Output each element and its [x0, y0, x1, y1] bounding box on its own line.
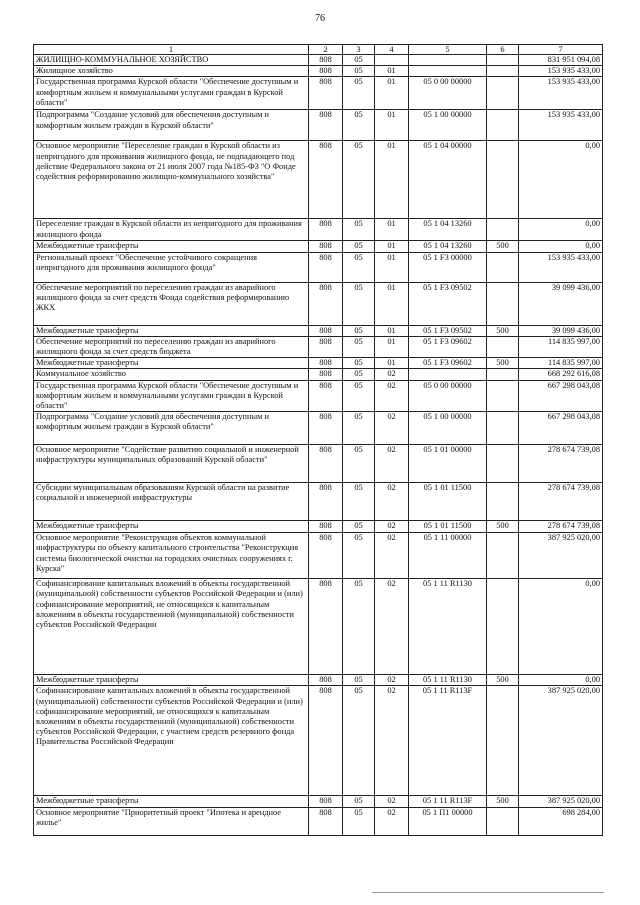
- admin-code: 808: [309, 445, 343, 483]
- table-row: [34, 110, 603, 141]
- target-article: 05 1 F3 09502: [409, 282, 487, 325]
- row-name: Подпрограмма "Создание условий для обеспечения доступным и комфортным жильем граждан в Курской области": [34, 110, 309, 141]
- amount: 698 284,00: [519, 807, 603, 835]
- row-name: Софинансирование капитальных вложений в объекты государственной (муниципальной) собственности субъектов Российской Федерации и (или) софинансирование мероприятий, не относящихся к капитальным вложениям в объекты государственной (муниципальной) собственности субъектов Российской Федерации: [34, 579, 309, 675]
- table-row: [34, 533, 603, 579]
- target-article: 05 1 F3 09602: [409, 358, 487, 369]
- target-article: 05 1 F3 09502: [409, 325, 487, 336]
- footer-rule: [372, 892, 604, 893]
- expense-type: 500: [487, 675, 519, 686]
- table-row: [34, 55, 603, 66]
- target-article: 05 1 04 13260: [409, 241, 487, 252]
- target-article: [409, 369, 487, 380]
- admin-code: 808: [309, 579, 343, 675]
- section-code: 05: [343, 141, 375, 219]
- admin-code: 808: [309, 412, 343, 445]
- section-code: 05: [343, 325, 375, 336]
- subsection-code: 02: [375, 533, 409, 579]
- row-name: Основное мероприятие "Реконструкция объектов коммунальной инфраструктуры по объекту капитального строительства "Реконструкция системы биологической очистки на городских очистных сооружениях г. Курска": [34, 533, 309, 579]
- target-article: 05 1 01 00000: [409, 445, 487, 483]
- expense-type: 500: [487, 796, 519, 807]
- admin-code: 808: [309, 807, 343, 835]
- column-number: 4: [375, 45, 409, 55]
- subsection-code: 01: [375, 282, 409, 325]
- amount: 153 935 433,00: [519, 110, 603, 141]
- expense-type: [487, 282, 519, 325]
- expense-type: [487, 380, 519, 412]
- table-row: [34, 77, 603, 110]
- section-code: 05: [343, 807, 375, 835]
- target-article: 05 1 00 00000: [409, 110, 487, 141]
- row-name: Межбюджетные трансферты: [34, 796, 309, 807]
- column-number: 7: [519, 45, 603, 55]
- section-code: 05: [343, 219, 375, 241]
- expense-type: 500: [487, 325, 519, 336]
- table-row: [34, 241, 603, 252]
- expense-type: [487, 55, 519, 66]
- subsection-code: 01: [375, 252, 409, 282]
- subsection-code: 02: [375, 796, 409, 807]
- table-row: [34, 219, 603, 241]
- column-number: 1: [34, 45, 309, 55]
- amount: 668 292 616,08: [519, 369, 603, 380]
- table-row: [34, 336, 603, 357]
- expense-type: [487, 686, 519, 796]
- target-article: 05 1 F3 00000: [409, 252, 487, 282]
- column-number: 5: [409, 45, 487, 55]
- amount: 667 298 043,08: [519, 412, 603, 445]
- subsection-code: 02: [375, 483, 409, 521]
- section-code: 05: [343, 521, 375, 533]
- budget-table: [33, 44, 603, 836]
- table-row: [34, 445, 603, 483]
- subsection-code: 02: [375, 412, 409, 445]
- section-code: 05: [343, 445, 375, 483]
- expense-type: [487, 412, 519, 445]
- admin-code: 808: [309, 686, 343, 796]
- amount: 387 925 020,00: [519, 686, 603, 796]
- admin-code: 808: [309, 282, 343, 325]
- row-name: Софинансирование капитальных вложений в объекты государственной (муниципальной) собственности субъектов Российской Федерации и (или) софинансирование мероприятий, не относящихся к капитальным вложениям в объекты государственной (муниципальной) собственности субъектов Российской Федерации, с участием средств резервного фонда Правительства Российской Федерации: [34, 686, 309, 796]
- target-article: 05 0 00 00000: [409, 380, 487, 412]
- amount: 0,00: [519, 141, 603, 219]
- subsection-code: 02: [375, 675, 409, 686]
- subsection-code: 01: [375, 325, 409, 336]
- section-code: 05: [343, 336, 375, 357]
- section-code: 05: [343, 241, 375, 252]
- amount: 387 925 020,00: [519, 533, 603, 579]
- amount: 153 935 433,00: [519, 252, 603, 282]
- row-name: Жилищное хозяйство: [34, 66, 309, 77]
- table-row: [34, 141, 603, 219]
- page-number: 76: [315, 13, 325, 24]
- admin-code: 808: [309, 252, 343, 282]
- target-article: 05 1 11 R1130: [409, 675, 487, 686]
- row-name: Межбюджетные трансферты: [34, 675, 309, 686]
- row-name: Межбюджетные трансферты: [34, 325, 309, 336]
- admin-code: 808: [309, 325, 343, 336]
- admin-code: 808: [309, 380, 343, 412]
- target-article: [409, 55, 487, 66]
- expense-type: [487, 445, 519, 483]
- subsection-code: 01: [375, 77, 409, 110]
- target-article: 05 1 11 R113F: [409, 796, 487, 807]
- table-row: [34, 325, 603, 336]
- table-row: [34, 369, 603, 380]
- section-code: 05: [343, 796, 375, 807]
- table-row: [34, 483, 603, 521]
- column-number: 3: [343, 45, 375, 55]
- table-row: [34, 675, 603, 686]
- row-name: ЖИЛИЩНО-КОММУНАЛЬНОЕ ХОЗЯЙСТВО: [34, 55, 309, 66]
- subsection-code: 02: [375, 369, 409, 380]
- subsection-code: [375, 55, 409, 66]
- subsection-code: 01: [375, 336, 409, 357]
- section-code: 05: [343, 55, 375, 66]
- amount: 0,00: [519, 579, 603, 675]
- expense-type: [487, 807, 519, 835]
- amount: 39 099 436,00: [519, 325, 603, 336]
- expense-type: [487, 579, 519, 675]
- row-name: Межбюджетные трансферты: [34, 358, 309, 369]
- admin-code: 808: [309, 241, 343, 252]
- expense-type: [487, 66, 519, 77]
- target-article: 05 1 00 00000: [409, 412, 487, 445]
- table-row: [34, 380, 603, 412]
- target-article: [409, 66, 487, 77]
- row-name: Основное мероприятие "Содействие развитию социальной и инженерной инфраструктуры муниципальных образований Курской области": [34, 445, 309, 483]
- expense-type: [487, 110, 519, 141]
- expense-type: 500: [487, 358, 519, 369]
- admin-code: 808: [309, 336, 343, 357]
- table-row: [34, 66, 603, 77]
- target-article: 05 1 01 11500: [409, 521, 487, 533]
- row-name: Коммунальное хозяйство: [34, 369, 309, 380]
- row-name: Государственная программа Курской области "Обеспечение доступным и комфортным жильем и коммунальными услугами граждан в Курской области": [34, 77, 309, 110]
- table-row: [34, 412, 603, 445]
- subsection-code: 01: [375, 219, 409, 241]
- table-row: [34, 579, 603, 675]
- table-row: [34, 686, 603, 796]
- column-number-row: [34, 45, 603, 55]
- amount: 278 674 739,08: [519, 483, 603, 521]
- section-code: 05: [343, 380, 375, 412]
- admin-code: 808: [309, 369, 343, 380]
- section-code: 05: [343, 252, 375, 282]
- target-article: 05 1 11 R1130: [409, 579, 487, 675]
- admin-code: 808: [309, 219, 343, 241]
- row-name: Государственная программа Курской области "Обеспечение доступным и комфортным жильем и коммунальными услугами граждан в Курской области": [34, 380, 309, 412]
- subsection-code: 02: [375, 521, 409, 533]
- row-name: Подпрограмма "Создание условий для обеспечения доступным и комфортным жильем граждан в Курской области": [34, 412, 309, 445]
- expense-type: [487, 252, 519, 282]
- target-article: 05 1 11 00000: [409, 533, 487, 579]
- amount: 387 925 020,00: [519, 796, 603, 807]
- amount: 39 099 436,00: [519, 282, 603, 325]
- section-code: 05: [343, 579, 375, 675]
- admin-code: 808: [309, 483, 343, 521]
- expense-type: [487, 141, 519, 219]
- subsection-code: 02: [375, 380, 409, 412]
- table-row: [34, 807, 603, 835]
- table-row: [34, 796, 603, 807]
- row-name: Региональный проект "Обеспечение устойчивого сокращения непригодного для проживания жилищного фонда": [34, 252, 309, 282]
- row-name: Основное мероприятие "Переселение граждан в Курской области из непригодного для проживания жилищного фонда, не подпадающего под действие Федерального закона от 21 июля 2007 года №185-ФЗ "О Фонде содействия реформированию жилищно-коммунального хозяйства": [34, 141, 309, 219]
- table-row: [34, 521, 603, 533]
- section-code: 05: [343, 675, 375, 686]
- row-name: Обеспечение мероприятий по переселению граждан из аварийного жилищного фонда за счет средств Фонда содействия реформированию ЖКХ: [34, 282, 309, 325]
- admin-code: 808: [309, 110, 343, 141]
- row-name: Межбюджетные трансферты: [34, 241, 309, 252]
- section-code: 05: [343, 369, 375, 380]
- admin-code: 808: [309, 521, 343, 533]
- amount: 0,00: [519, 241, 603, 252]
- target-article: 05 0 00 00000: [409, 77, 487, 110]
- subsection-code: 02: [375, 445, 409, 483]
- subsection-code: 01: [375, 358, 409, 369]
- section-code: 05: [343, 282, 375, 325]
- amount: 278 674 739,08: [519, 445, 603, 483]
- amount: 0,00: [519, 675, 603, 686]
- subsection-code: 02: [375, 686, 409, 796]
- admin-code: 808: [309, 796, 343, 807]
- amount: 278 674 739,08: [519, 521, 603, 533]
- row-name: Межбюджетные трансферты: [34, 521, 309, 533]
- amount: 114 835 997,00: [519, 336, 603, 357]
- expense-type: [487, 483, 519, 521]
- table-row: [34, 282, 603, 325]
- subsection-code: 02: [375, 807, 409, 835]
- target-article: 05 1 F3 09602: [409, 336, 487, 357]
- section-code: 05: [343, 66, 375, 77]
- column-number: 2: [309, 45, 343, 55]
- amount: 0,00: [519, 219, 603, 241]
- section-code: 05: [343, 358, 375, 369]
- amount: 153 935 433,00: [519, 66, 603, 77]
- target-article: 05 1 П1 00000: [409, 807, 487, 835]
- subsection-code: 01: [375, 141, 409, 219]
- column-number: 6: [487, 45, 519, 55]
- subsection-code: 01: [375, 110, 409, 141]
- section-code: 05: [343, 110, 375, 141]
- target-article: 05 1 01 11500: [409, 483, 487, 521]
- section-code: 05: [343, 533, 375, 579]
- amount: 153 935 433,00: [519, 77, 603, 110]
- subsection-code: 02: [375, 579, 409, 675]
- admin-code: 808: [309, 77, 343, 110]
- expense-type: [487, 219, 519, 241]
- amount: 831 951 094,08: [519, 55, 603, 66]
- section-code: 05: [343, 483, 375, 521]
- section-code: 05: [343, 77, 375, 110]
- admin-code: 808: [309, 141, 343, 219]
- row-name: Переселение граждан в Курской области из непригодного для проживания жилищного фонда: [34, 219, 309, 241]
- amount: 667 298 043,08: [519, 380, 603, 412]
- amount: 114 835 997,00: [519, 358, 603, 369]
- admin-code: 808: [309, 533, 343, 579]
- expense-type: [487, 77, 519, 110]
- target-article: 05 1 11 R113F: [409, 686, 487, 796]
- row-name: Субсидии муниципальным образованиям Курской области на развитие социальной и инженерной инфраструктуры: [34, 483, 309, 521]
- target-article: 05 1 04 13260: [409, 219, 487, 241]
- table-row: [34, 358, 603, 369]
- subsection-code: 01: [375, 241, 409, 252]
- admin-code: 808: [309, 358, 343, 369]
- row-name: Обеспечение мероприятий по переселению граждан из аварийного жилищного фонда за счет средств бюджета: [34, 336, 309, 357]
- admin-code: 808: [309, 675, 343, 686]
- admin-code: 808: [309, 66, 343, 77]
- admin-code: 808: [309, 55, 343, 66]
- expense-type: [487, 336, 519, 357]
- row-name: Основное мероприятие "Приоритетный проект "Ипотека и арендное жилье": [34, 807, 309, 835]
- section-code: 05: [343, 686, 375, 796]
- section-code: 05: [343, 412, 375, 445]
- expense-type: [487, 369, 519, 380]
- expense-type: 500: [487, 521, 519, 533]
- target-article: 05 1 04 00000: [409, 141, 487, 219]
- table-row: [34, 252, 603, 282]
- subsection-code: 01: [375, 66, 409, 77]
- expense-type: 500: [487, 241, 519, 252]
- expense-type: [487, 533, 519, 579]
